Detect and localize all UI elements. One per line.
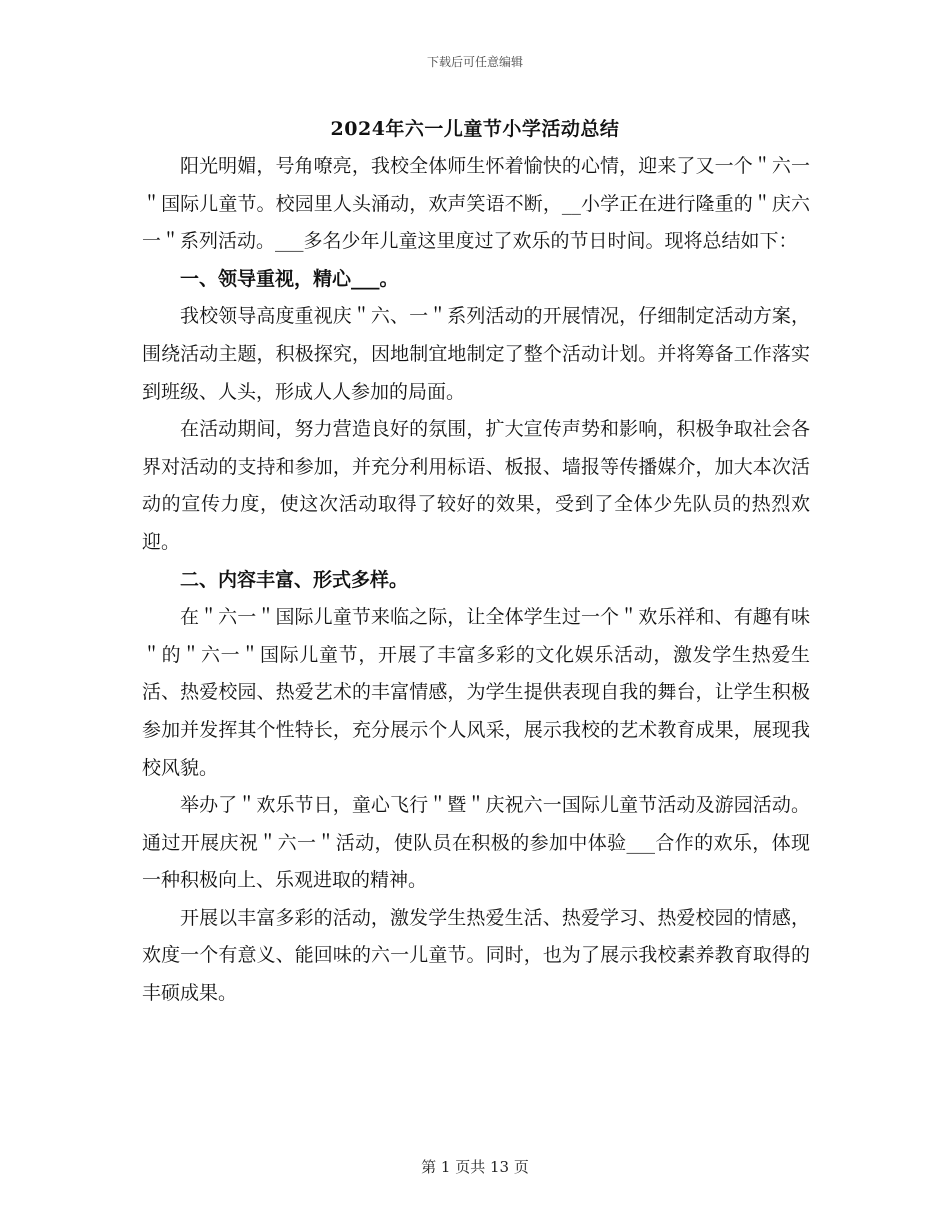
- paragraph: 在活动期间，努力营造良好的氛围，扩大宣传声势和影响，积极争取社会各界对活动的支持和参加，并充分利用标语、板报、墙报等传播媒介，加大本次活动的宣传力度，使这次活动取得了较好的效果，受到了全体少先队员的热烈欢迎。: [142, 418, 810, 553]
- document-body: [142, 148, 810, 1013]
- page-header: 下载后可任意编辑: [426, 55, 523, 69]
- paragraph: 我校领导高度重视庆＂六、一＂系列活动的开展情况，仔细制定活动方案，围绕活动主题，积极探究，因地制宜地制定了整个活动计划。并将筹备工作落实到班级、人头，形成人人参加的局面。: [142, 305, 810, 403]
- paragraph: 举办了＂欢乐节日，童心飞行＂暨＂庆祝六一国际儿童节活动及游园活动。通过开展庆祝＂六一＂活动，使队员在积极的参加中体验___合作的欢乐，体现一种积极向上、乐观进取的精神。: [142, 794, 810, 892]
- paragraph: 开展以丰富多彩的活动，激发学生热爱生活、热爱学习、热爱校园的情感，欢度一个有意义、能回味的六一儿童节。同时，也为了展示我校素养教育取得的丰硕成果。: [142, 906, 810, 1005]
- document-title: 2024年六一儿童节小学活动总结: [330, 118, 620, 140]
- section-heading-1: 一、领导重视，精心___。: [180, 267, 399, 290]
- paragraph-intro: 阳光明媚，号角嘹亮，我校全体师生怀着愉快的心情，迎来了又一个＂六一＂国际儿童节。校园里人头涌动，欢声笑语不断，__小学正在进行隆重的＂庆六一＂系列活动。___多名少年儿童这里度过了欢乐的节日时间。现将总结如下：: [142, 155, 810, 253]
- paragraph: 在＂六一＂国际儿童节来临之际，让全体学生过一个＂欢乐祥和、有趣有味＂的＂六一＂国际儿童节，开展了丰富多彩的文化娱乐活动，激发学生热爱生活、热爱校园、热爱艺术的丰富情感，为学生提供表现自我的舞台，让学生积极参加并发挥其个性特长，充分展示个人风采，展示我校的艺术教育成果，展现我校风貌。: [142, 606, 810, 779]
- section-heading-2: 二、内容丰富、形式多样。: [180, 568, 409, 591]
- page-number: 第 1 页共 13 页: [421, 1158, 529, 1176]
